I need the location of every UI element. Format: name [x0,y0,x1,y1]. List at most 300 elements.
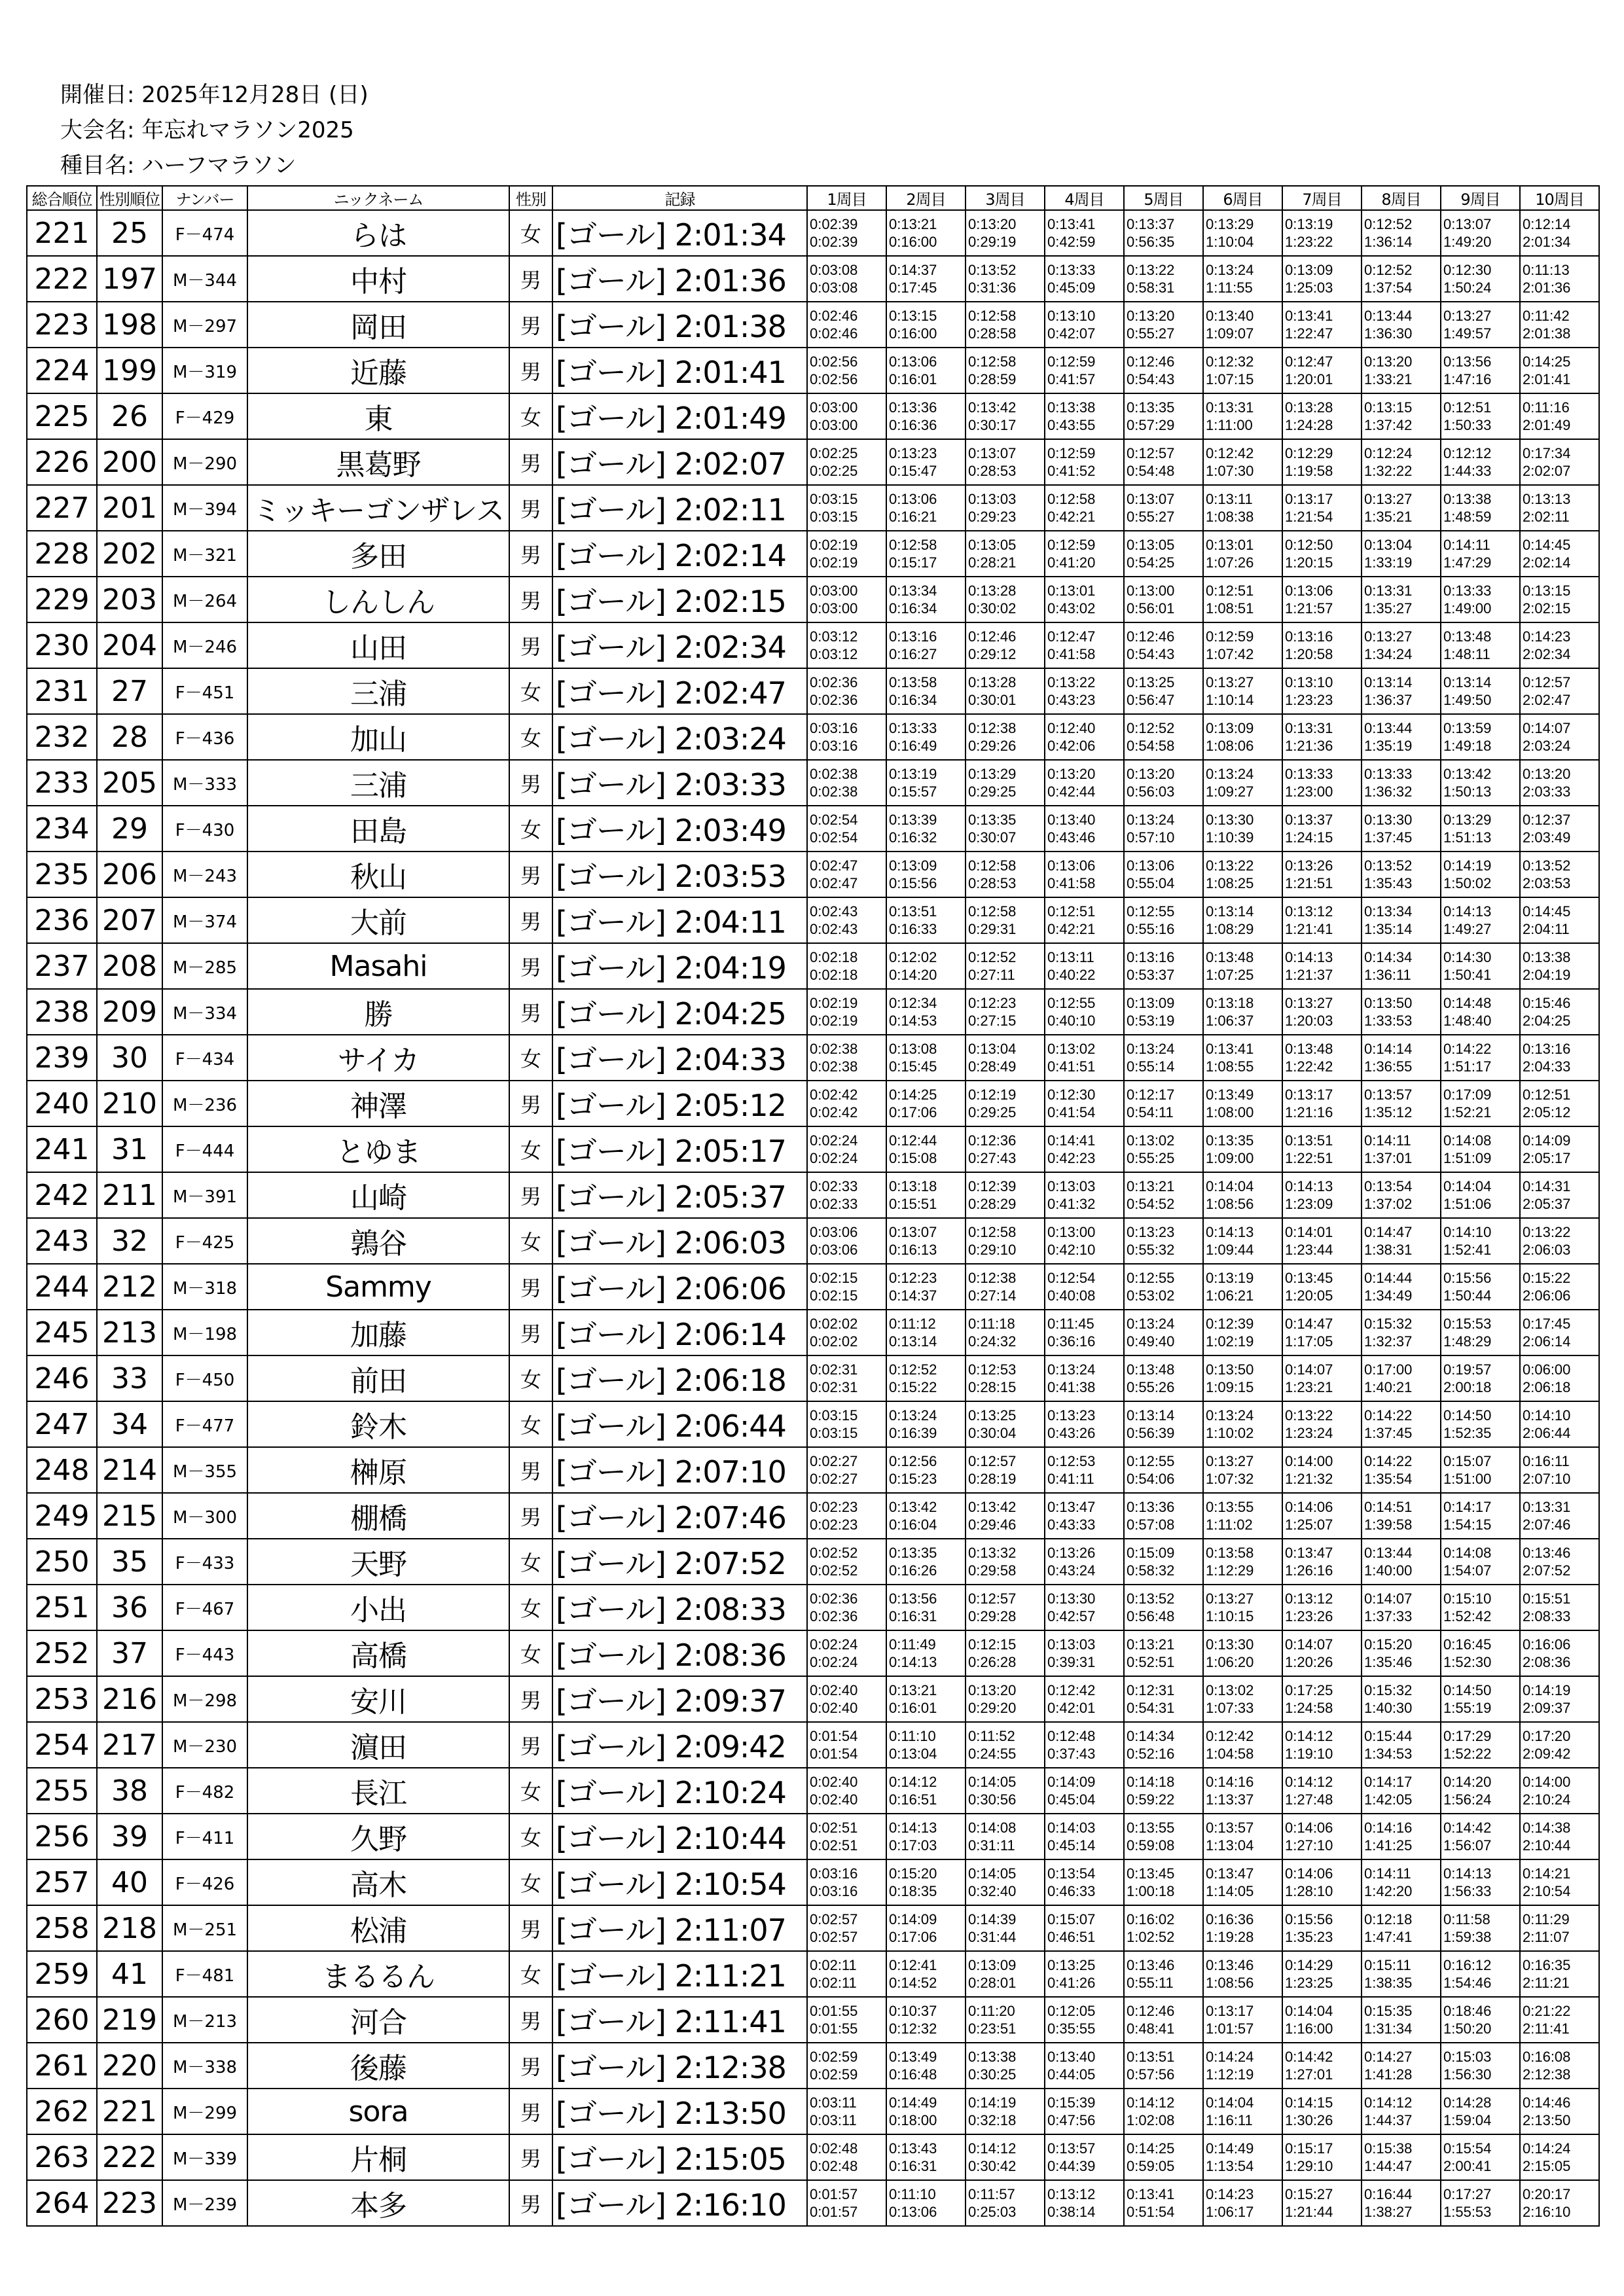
split-time: 0:41:38 [1047,1379,1096,1395]
gender-rank: 205 [97,760,162,806]
overall-rank: 257 [27,1859,97,1905]
lap-time: 0:13:32 [968,1545,1017,1561]
lap-cell [1441,2180,1520,2226]
lap-time: 0:13:33 [1047,262,1096,278]
lap-cell [1520,1630,1599,1676]
lap-time: 0:12:52 [1364,216,1413,232]
lap-time: 0:03:12 [810,628,858,645]
split-time: 0:02:54 [810,829,858,846]
lap-time: 0:18:46 [1443,2003,1492,2019]
split-time: 0:16:31 [889,1608,937,1624]
split-time: 0:30:56 [968,1791,1017,1808]
lap-cell [886,1218,965,1264]
lap-cell [807,256,886,302]
lap-cell [807,1401,886,1447]
lap-cell [1282,622,1362,668]
lap-time: 0:14:49 [889,2094,937,2111]
overall-rank: 234 [27,806,97,852]
split-time: 2:11:07 [1523,1929,1570,1945]
split-time: 2:01:49 [1523,417,1571,433]
overall-rank: 251 [27,1585,97,1630]
split-time: 0:54:11 [1127,1104,1174,1121]
lap-time: 0:15:56 [1285,1911,1333,1928]
lap-cell [1124,1172,1203,1218]
lap-cell [1362,439,1441,485]
table-row [27,1951,1599,1997]
split-time: 1:37:54 [1364,279,1413,296]
lap-time: 0:12:40 [1047,720,1096,736]
gender: 男 [509,852,552,897]
lap-time: 0:13:12 [1047,2186,1096,2202]
lap-time: 0:13:17 [1285,1086,1333,1103]
split-time: 1:20:15 [1285,554,1333,571]
overall-rank: 252 [27,1630,97,1676]
split-time: 0:13:14 [889,1333,937,1350]
lap-cell [807,1493,886,1539]
lap-cell [1045,2043,1124,2089]
gender-rank: 201 [97,485,162,531]
lap-cell [1441,1447,1520,1493]
lap-time: 0:13:47 [1047,1499,1096,1515]
lap-cell [1282,531,1362,577]
lap-cell [1203,1905,1282,1951]
column-header: 3周目 [965,186,1045,210]
lap-cell [1203,2089,1282,2134]
lap-time: 0:13:13 [1523,491,1571,507]
split-time: 0:27:11 [968,967,1015,983]
lap-time: 0:02:19 [810,995,858,1011]
split-time: 1:14:05 [1206,1883,1254,1899]
split-time: 0:32:40 [968,1883,1017,1899]
lap-cell [886,1951,965,1997]
lap-cell [807,1630,886,1676]
lap-time: 0:03:00 [810,399,858,416]
lap-cell [1124,1126,1203,1172]
finish-record: [ゴール] 2:10:24 [552,1768,807,1814]
split-time: 0:45:04 [1047,1791,1096,1808]
lap-cell [1362,1768,1441,1814]
split-time: 1:07:42 [1206,646,1254,662]
lap-time: 0:13:46 [1206,1957,1254,1973]
split-time: 1:49:20 [1443,234,1492,250]
lap-time: 0:13:29 [1206,216,1254,232]
column-header: 記録 [552,186,807,210]
bib-number: M－236 [162,1081,247,1126]
lap-time: 0:12:56 [889,1453,937,1469]
split-time: 1:20:26 [1285,1654,1333,1670]
nickname: 勝 [247,989,509,1035]
lap-cell [886,897,965,943]
split-time: 1:07:32 [1206,1471,1254,1487]
lap-cell [1520,989,1599,1035]
gender-rank: 33 [97,1355,162,1401]
split-time: 0:55:14 [1127,1058,1175,1075]
lap-time: 0:13:52 [968,262,1017,278]
lap-cell [965,393,1045,439]
split-time: 2:07:52 [1523,1562,1571,1579]
split-time: 2:06:18 [1523,1379,1571,1395]
lap-time: 0:15:17 [1285,2140,1333,2157]
split-time: 0:16:33 [889,921,937,937]
lap-time: 0:13:52 [1127,1590,1175,1607]
lap-time: 0:15:51 [1523,1590,1571,1607]
lap-time: 0:14:25 [1523,353,1571,370]
lap-cell [1124,1310,1203,1355]
split-time: 2:07:46 [1523,1516,1571,1533]
lap-time: 0:13:57 [1206,1820,1254,1836]
split-time: 0:29:25 [968,783,1017,800]
split-time: 0:16:36 [889,417,937,433]
lap-cell [807,1905,886,1951]
split-time: 1:24:15 [1285,829,1333,846]
split-time: 1:04:58 [1206,1746,1254,1762]
lap-cell [1520,439,1599,485]
lap-time: 0:14:51 [1364,1499,1413,1515]
split-time: 0:03:15 [810,1425,858,1441]
split-time: 1:35:14 [1364,921,1413,937]
lap-cell [965,1997,1045,2043]
lap-cell [1045,1081,1124,1126]
split-time: 2:01:41 [1523,371,1571,387]
split-time: 0:16:34 [889,600,937,617]
split-time: 0:46:33 [1047,1883,1096,1899]
lap-cell [807,1997,886,2043]
lap-cell [1124,210,1203,256]
split-time: 2:08:33 [1523,1608,1571,1624]
lap-cell [1282,1355,1362,1401]
overall-rank: 223 [27,302,97,348]
lap-time: 0:02:42 [810,1086,858,1103]
lap-cell [1124,2043,1203,2089]
lap-time: 0:13:44 [1364,308,1413,324]
split-time: 0:16:21 [889,509,937,525]
lap-time: 0:13:27 [1285,995,1333,1011]
gender: 女 [509,1355,552,1401]
split-time: 2:01:34 [1523,234,1571,250]
lap-time: 0:13:15 [889,308,937,324]
lap-time: 0:16:44 [1364,2186,1413,2202]
lap-time: 0:02:47 [810,857,858,874]
split-time: 1:48:11 [1443,646,1490,662]
table-row [27,1264,1599,1310]
split-time: 0:15:22 [889,1379,937,1395]
split-time: 0:49:40 [1127,1333,1175,1350]
column-header: ニックネーム [247,186,509,210]
lap-cell [1520,897,1599,943]
lap-time: 0:12:57 [968,1453,1017,1469]
lap-time: 0:13:46 [1523,1545,1571,1561]
lap-time: 0:14:07 [1523,720,1571,736]
lap-cell [1203,1951,1282,1997]
gender-rank: 198 [97,302,162,348]
lap-cell [1124,2089,1203,2134]
nickname: 鶉谷 [247,1218,509,1264]
split-time: 2:09:42 [1523,1746,1571,1762]
split-time: 0:53:02 [1127,1287,1175,1304]
table-row [27,531,1599,577]
gender: 男 [509,1676,552,1722]
lap-time: 0:02:48 [810,2140,858,2157]
nickname: 久野 [247,1814,509,1859]
split-time: 0:16:39 [889,1425,937,1441]
lap-time: 0:14:12 [968,2140,1017,2157]
bib-number: F－444 [162,1126,247,1172]
split-time: 0:31:36 [968,279,1017,296]
split-time: 1:06:21 [1206,1287,1254,1304]
split-time: 0:03:15 [810,509,858,525]
lap-cell [1520,210,1599,256]
split-time: 0:56:03 [1127,783,1175,800]
bib-number: M－319 [162,348,247,393]
lap-cell [1124,1447,1203,1493]
overall-rank: 222 [27,256,97,302]
split-time: 1:08:00 [1206,1104,1254,1121]
split-time: 1:34:53 [1364,1746,1413,1762]
lap-cell [1203,1355,1282,1401]
bib-number: M－339 [162,2134,247,2180]
split-time: 1:52:42 [1443,1608,1492,1624]
gender-rank: 217 [97,1722,162,1768]
split-time: 1:47:29 [1443,554,1492,571]
lap-cell [1045,622,1124,668]
lap-time: 0:12:51 [1206,583,1254,599]
lap-time: 0:12:51 [1443,399,1492,416]
split-time: 0:29:58 [968,1562,1017,1579]
gender: 男 [509,622,552,668]
split-time: 0:02:19 [810,554,858,571]
lap-cell [1045,1310,1124,1355]
lap-cell [886,1539,965,1585]
split-time: 1:20:03 [1285,1013,1333,1029]
nickname: 秋山 [247,852,509,897]
lap-cell [965,256,1045,302]
split-time: 0:54:58 [1127,738,1175,754]
bib-number: M－338 [162,2043,247,2089]
split-time: 0:16:32 [889,829,937,846]
table-row [27,943,1599,989]
bib-number: M－213 [162,1997,247,2043]
lap-time: 0:17:09 [1443,1086,1492,1103]
lap-time: 0:14:13 [1285,949,1333,965]
lap-time: 0:12:58 [889,537,937,553]
split-time: 0:27:14 [968,1287,1017,1304]
lap-cell [1203,1722,1282,1768]
split-time: 1:50:33 [1443,417,1492,433]
split-time: 2:01:38 [1523,325,1571,342]
nickname: 中村 [247,256,509,302]
split-time: 1:56:24 [1443,1791,1492,1808]
nickname: 加山 [247,714,509,760]
lap-cell [1045,1630,1124,1676]
split-time: 0:03:00 [810,417,858,433]
lap-cell [1045,1264,1124,1310]
lap-cell [965,1035,1045,1081]
split-time: 1:06:17 [1206,2204,1254,2220]
lap-time: 0:14:25 [1127,2140,1175,2157]
lap-cell [1520,1951,1599,1997]
split-time: 1:34:49 [1364,1287,1413,1304]
table-row [27,897,1599,943]
lap-time: 0:13:48 [1285,1041,1333,1057]
overall-rank: 232 [27,714,97,760]
lap-time: 0:03:00 [810,583,858,599]
lap-time: 0:14:09 [889,1911,937,1928]
gender-rank: 30 [97,1035,162,1081]
split-time: 2:03:24 [1523,738,1571,754]
gender: 男 [509,2134,552,2180]
split-time: 1:41:28 [1364,2066,1413,2083]
nickname: 多田 [247,531,509,577]
bib-number: F－451 [162,668,247,714]
lap-cell [1203,485,1282,531]
split-time: 0:02:36 [810,1608,858,1624]
lap-cell [965,1768,1045,1814]
lap-cell [1124,577,1203,622]
bib-number: M－297 [162,302,247,348]
lap-time: 0:13:42 [889,1499,937,1515]
split-time: 0:44:05 [1047,2066,1096,2083]
lap-time: 0:13:16 [889,628,937,645]
split-time: 2:02:11 [1523,509,1570,525]
table-row [27,1035,1599,1081]
lap-cell [807,531,886,577]
lap-cell [1045,668,1124,714]
lap-cell [1520,1310,1599,1355]
gender: 男 [509,943,552,989]
lap-time: 0:15:09 [1127,1545,1175,1561]
lap-time: 0:13:23 [1047,1407,1096,1424]
lap-cell [965,714,1045,760]
lap-time: 0:17:20 [1523,1728,1571,1744]
finish-record: [ゴール] 2:05:37 [552,1172,807,1218]
table-row [27,2043,1599,2089]
finish-record: [ゴール] 2:01:38 [552,302,807,348]
lap-time: 0:13:29 [1443,812,1492,828]
gender: 男 [509,2180,552,2226]
lap-time: 0:02:56 [810,353,858,370]
split-time: 1:28:10 [1285,1883,1333,1899]
gender-rank: 200 [97,439,162,485]
gender-rank: 215 [97,1493,162,1539]
lap-cell [1203,1585,1282,1630]
lap-time: 0:13:48 [1206,949,1254,965]
lap-time: 0:12:02 [889,949,937,965]
split-time: 1:16:11 [1206,2112,1253,2128]
lap-cell [886,1447,965,1493]
lap-cell [965,852,1045,897]
gender-rank: 219 [97,1997,162,2043]
lap-cell [1124,1264,1203,1310]
lap-cell [1282,1676,1362,1722]
split-time: 1:40:21 [1364,1379,1413,1395]
bib-number: M－344 [162,256,247,302]
lap-time: 0:11:49 [889,1636,936,1653]
split-time: 1:08:25 [1206,875,1254,891]
gender-rank: 32 [97,1218,162,1264]
lap-cell [807,714,886,760]
nickname: 松浦 [247,1905,509,1951]
lap-time: 0:12:30 [1047,1086,1096,1103]
lap-cell [1520,1859,1599,1905]
finish-record: [ゴール] 2:01:41 [552,348,807,393]
lap-cell [1124,668,1203,714]
lap-cell [1045,714,1124,760]
lap-time: 0:12:30 [1443,262,1492,278]
lap-time: 0:13:24 [1127,812,1175,828]
lap-time: 0:02:11 [810,1957,857,1973]
split-time: 1:52:35 [1443,1425,1492,1441]
lap-cell [1441,760,1520,806]
split-time: 1:12:29 [1206,1562,1254,1579]
lap-time: 0:13:45 [1127,1865,1175,1882]
lap-time: 0:13:34 [1364,903,1413,920]
lap-time: 0:02:40 [810,1774,858,1790]
lap-cell [1203,1539,1282,1585]
lap-time: 0:02:54 [810,812,858,828]
table-row [27,1218,1599,1264]
split-time: 1:49:18 [1443,738,1492,754]
lap-time: 0:13:06 [889,353,937,370]
split-time: 0:43:24 [1047,1562,1096,1579]
lap-cell [1124,1585,1203,1630]
nickname: サイカ [247,1035,509,1081]
lap-time: 0:13:07 [968,445,1017,461]
finish-record: [ゴール] 2:02:15 [552,577,807,622]
overall-rank: 233 [27,760,97,806]
nickname: 山田 [247,622,509,668]
lap-time: 0:13:10 [1285,674,1333,691]
split-time: 0:41:20 [1047,554,1096,571]
lap-time: 0:12:44 [889,1132,937,1149]
lap-cell [965,531,1045,577]
split-time: 0:42:21 [1047,509,1096,525]
split-time: 1:50:13 [1443,783,1492,800]
split-time: 0:29:26 [968,738,1017,754]
lap-cell [886,1814,965,1859]
lap-cell [1520,302,1599,348]
lap-cell [1362,1585,1441,1630]
lap-cell [1124,1355,1203,1401]
split-time: 2:06:44 [1523,1425,1571,1441]
gender-rank: 39 [97,1814,162,1859]
lap-time: 0:13:16 [1523,1041,1571,1057]
lap-time: 0:13:02 [1047,1041,1096,1057]
split-time: 1:20:58 [1285,646,1333,662]
split-time: 1:39:58 [1364,1516,1413,1533]
table-body [27,210,1599,2226]
lap-cell [1282,1859,1362,1905]
gender-rank: 223 [97,2180,162,2226]
lap-cell [1203,1859,1282,1905]
split-time: 0:17:06 [889,1104,937,1121]
lap-time: 0:13:38 [1523,949,1571,965]
lap-cell [1282,2134,1362,2180]
split-time: 0:30:04 [968,1425,1017,1441]
lap-cell [965,760,1045,806]
split-time: 1:50:41 [1443,967,1492,983]
overall-rank: 244 [27,1264,97,1310]
split-time: 0:29:28 [968,1608,1017,1624]
lap-time: 0:13:04 [1364,537,1413,553]
lap-time: 0:14:00 [1285,1453,1333,1469]
split-time: 0:15:56 [889,875,937,891]
lap-cell [965,668,1045,714]
lap-cell [1124,1630,1203,1676]
lap-time: 0:15:22 [1523,1270,1571,1286]
split-time: 1:21:54 [1285,509,1333,525]
split-time: 0:15:57 [889,783,937,800]
lap-cell [1441,1722,1520,1768]
